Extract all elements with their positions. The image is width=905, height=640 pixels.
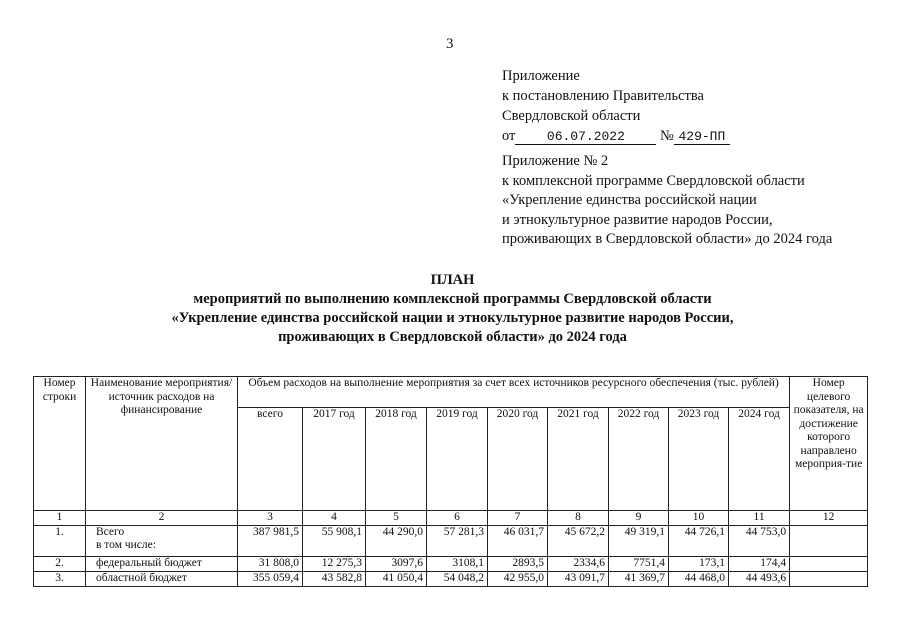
- annex-line-5: проживающих в Свердловской области» до 2024 года: [502, 231, 833, 247]
- row-value: 44 468,0: [669, 571, 729, 586]
- page-number: 3: [446, 36, 454, 52]
- row-name: федеральный бюджет: [86, 556, 238, 571]
- plan-title-line-3: «Укрепление единства российской нации и этнокультурное развитие народов России,: [171, 310, 734, 326]
- row-value: 3108,1: [427, 556, 488, 571]
- column-number: 1: [34, 511, 86, 526]
- header-year: 2017 год: [303, 408, 366, 511]
- row-value: 44 753,0: [729, 525, 790, 556]
- annex-block: [502, 152, 832, 250]
- header-name: Наименование мероприятия/ источник расходов на финансирование: [86, 377, 238, 511]
- header-year: 2022 год: [609, 408, 669, 511]
- plan-table: [33, 376, 868, 587]
- column-number: 8: [548, 511, 609, 526]
- annex-line-1: Приложение № 2: [502, 153, 609, 169]
- header-volume: Объем расходов на выполнение мероприятия за счет всех источников ресурсного обеспечения (тыс. рублей): [238, 377, 790, 408]
- row-value: 46 031,7: [488, 525, 548, 556]
- row-value: 12 275,3: [303, 556, 366, 571]
- row-value: 173,1: [669, 556, 729, 571]
- annex-line-3: «Укрепление единства российской нации: [502, 192, 757, 208]
- column-number: 4: [303, 511, 366, 526]
- row-value: 54 048,2: [427, 571, 488, 586]
- row-value: 43 582,8: [303, 571, 366, 586]
- header-year: 2024 год: [729, 408, 790, 511]
- row-total: 31 808,0: [238, 556, 303, 571]
- row-value: 49 319,1: [609, 525, 669, 556]
- row-value: 41 050,4: [366, 571, 427, 586]
- column-number: 3: [238, 511, 303, 526]
- row-value: 44 726,1: [669, 525, 729, 556]
- row-number: 2.: [34, 556, 86, 571]
- row-name-sub: в том числе:: [96, 539, 156, 551]
- row-value: 55 908,1: [303, 525, 366, 556]
- table-row: [34, 525, 868, 556]
- row-value: 41 369,7: [609, 571, 669, 586]
- column-number-row: [34, 511, 868, 526]
- row-value: 3097,6: [366, 556, 427, 571]
- approval-line-1: Приложение: [502, 68, 580, 84]
- header-target: Номер целевого показателя, на достижение которого направлено мероприя-тие: [790, 377, 868, 511]
- column-number: 2: [86, 511, 238, 526]
- number-prefix: №: [660, 128, 674, 144]
- header-year: 2019 год: [427, 408, 488, 511]
- row-name-main: Всего: [96, 525, 125, 538]
- plan-title-line-4: проживающих в Свердловской области» до 2024 года: [278, 329, 627, 345]
- row-value: 174,4: [729, 556, 790, 571]
- approval-line-2: к постановлению Правительства: [502, 88, 704, 104]
- header-row-number: Номер строки: [34, 377, 86, 511]
- row-total: 387 981,5: [238, 525, 303, 556]
- header-year: 2020 год: [488, 408, 548, 511]
- table-row: [34, 556, 868, 571]
- column-number: 12: [790, 511, 868, 526]
- row-value: 44 290,0: [366, 525, 427, 556]
- row-number: 1.: [34, 525, 86, 556]
- plan-title: [0, 271, 905, 347]
- column-number: 9: [609, 511, 669, 526]
- column-number: 6: [427, 511, 488, 526]
- column-number: 10: [669, 511, 729, 526]
- header-total: всего: [238, 408, 303, 511]
- plan-title-line-1: ПЛАН: [430, 272, 475, 288]
- approval-date-line: [502, 126, 730, 146]
- annex-line-2: к комплексной программе Свердловской области: [502, 172, 805, 189]
- row-target: [790, 556, 868, 571]
- row-name: областной бюджет: [86, 571, 238, 586]
- row-value: 44 493,6: [729, 571, 790, 586]
- row-target: [790, 525, 868, 556]
- row-value: 42 955,0: [488, 571, 548, 586]
- approval-line-3: Свердловской области: [502, 108, 641, 124]
- row-value: 45 672,2: [548, 525, 609, 556]
- header-year: 2018 год: [366, 408, 427, 511]
- row-number: 3.: [34, 571, 86, 586]
- approval-date: 06.07.2022: [515, 129, 656, 145]
- row-target: [790, 571, 868, 586]
- row-value: 2334,6: [548, 556, 609, 571]
- plan-title-line-2: мероприятий по выполнению комплексной программы Свердловской области: [193, 291, 712, 307]
- row-value: 7751,4: [609, 556, 669, 571]
- row-value: 2893,5: [488, 556, 548, 571]
- row-value: 43 091,7: [548, 571, 609, 586]
- header-year: 2021 год: [548, 408, 609, 511]
- row-value: 57 281,3: [427, 525, 488, 556]
- annex-line-4: и этнокультурное развитие народов России,: [502, 211, 773, 228]
- table-row: [34, 571, 868, 586]
- column-number: 5: [366, 511, 427, 526]
- column-number: 11: [729, 511, 790, 526]
- row-name: [86, 525, 238, 556]
- date-prefix: от: [502, 128, 516, 144]
- approval-block: [502, 66, 730, 146]
- row-total: 355 059,4: [238, 571, 303, 586]
- approval-number: 429-ПП: [674, 129, 730, 145]
- column-number: 7: [488, 511, 548, 526]
- header-year: 2023 год: [669, 408, 729, 511]
